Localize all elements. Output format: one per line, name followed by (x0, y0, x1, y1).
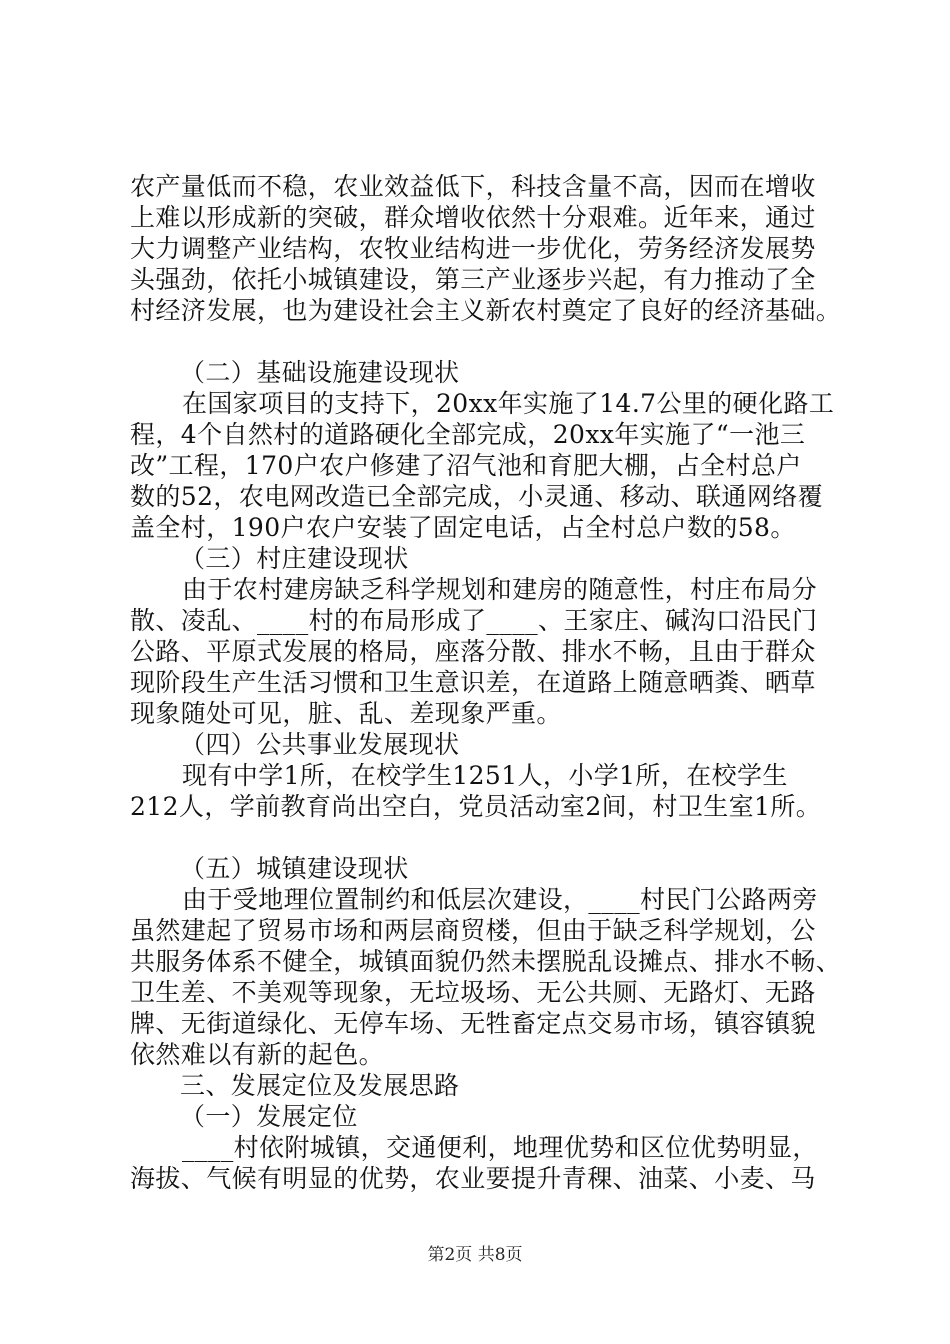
section-heading-infrastructure: （二）基础设施建设现状 (180, 358, 460, 387)
text-line: 海拔、气候有明显的优势，农业要提升青稞、油菜、小麦、马 (130, 1164, 816, 1193)
text-line: 公路、平原式发展的格局，座落分散、排水不畅，且由于群众 (130, 637, 816, 666)
text-line: 散、凌乱、____村的布局形成了____、王家庄、碱沟口沿民门 (130, 606, 818, 635)
text-line: 牌、无街道绿化、无停车场、无牲畜定点交易市场，镇容镇貌 (130, 1009, 816, 1038)
text-line: 大力调整产业结构，农牧业结构进一步优化，劳务经济发展势 (130, 234, 816, 263)
text-line: 盖全村，190户农户安装了固定电话，占全村总户数的58。 (130, 513, 796, 542)
page-number-label: 第2页 共8页 (427, 1245, 523, 1265)
text-line: 农产量低而不稳，农业效益低下，科技含量不高，因而在增收 (130, 172, 816, 201)
text-line: 程，4个自然村的道路硬化全部完成，20xx年实施了“一池三 (130, 420, 806, 449)
document-body (130, 171, 850, 1194)
text-line: 头强劲，依托小城镇建设，第三产业逐步兴起，有力推动了全 (130, 265, 816, 294)
text-line: 依然难以有新的起色。 (130, 1040, 385, 1069)
text-line: 212人，学前教育尚出空白，党员活动室2间，村卫生室1所。 (130, 792, 822, 821)
text-line: 村经济发展，也为建设社会主义新农村奠定了良好的经济基础。 (130, 296, 842, 325)
page-footer (0, 1245, 950, 1265)
section-heading-positioning-and-approach: 三、发展定位及发展思路 (180, 1071, 460, 1100)
text-line: 卫生差、不美观等现象，无垃圾场、无公共厕、无路灯、无路 (130, 978, 816, 1007)
section-heading-positioning: （一）发展定位 (180, 1102, 358, 1131)
text-line: 现阶段生产生活习惯和卫生意识差，在道路上随意晒粪、晒草 (130, 668, 816, 697)
text-line: 数的52，农电网改造已全部完成，小灵通、移动、联通网络覆 (130, 482, 824, 511)
text-line: 上难以形成新的突破，群众增收依然十分艰难。近年来，通过 (130, 203, 816, 232)
paragraph-gap (130, 326, 850, 357)
text-line: 虽然建起了贸易市场和两层商贸楼，但由于缺乏科学规划，公 (130, 916, 816, 945)
text-line: 改”工程，170户农户修建了沼气池和育肥大棚，占全村总户 (130, 451, 802, 480)
paragraph-gap (130, 822, 850, 853)
text-line: 现有中学1所，在校学生1251人，小学1所，在校学生 (182, 761, 788, 790)
section-heading-village: （三）村庄建设现状 (180, 544, 409, 573)
text-line: 在国家项目的支持下，20xx年实施了14.7公里的硬化路工 (182, 389, 835, 418)
text-line: ____村依附城镇，交通便利，地理优势和区位优势明显， (182, 1133, 818, 1162)
text-line: 共服务体系不健全，城镇面貌仍然未摆脱乱设摊点、排水不畅、 (130, 947, 842, 976)
section-heading-town: （五）城镇建设现状 (180, 854, 409, 883)
text-line: 现象随处可见，脏、乱、差现象严重。 (130, 699, 562, 728)
text-line: 由于受地理位置制约和低层次建设，____村民门公路两旁 (182, 885, 818, 914)
section-heading-public-services: （四）公共事业发展现状 (180, 730, 460, 759)
text-line: 由于农村建房缺乏科学规划和建房的随意性，村庄布局分 (182, 575, 818, 604)
